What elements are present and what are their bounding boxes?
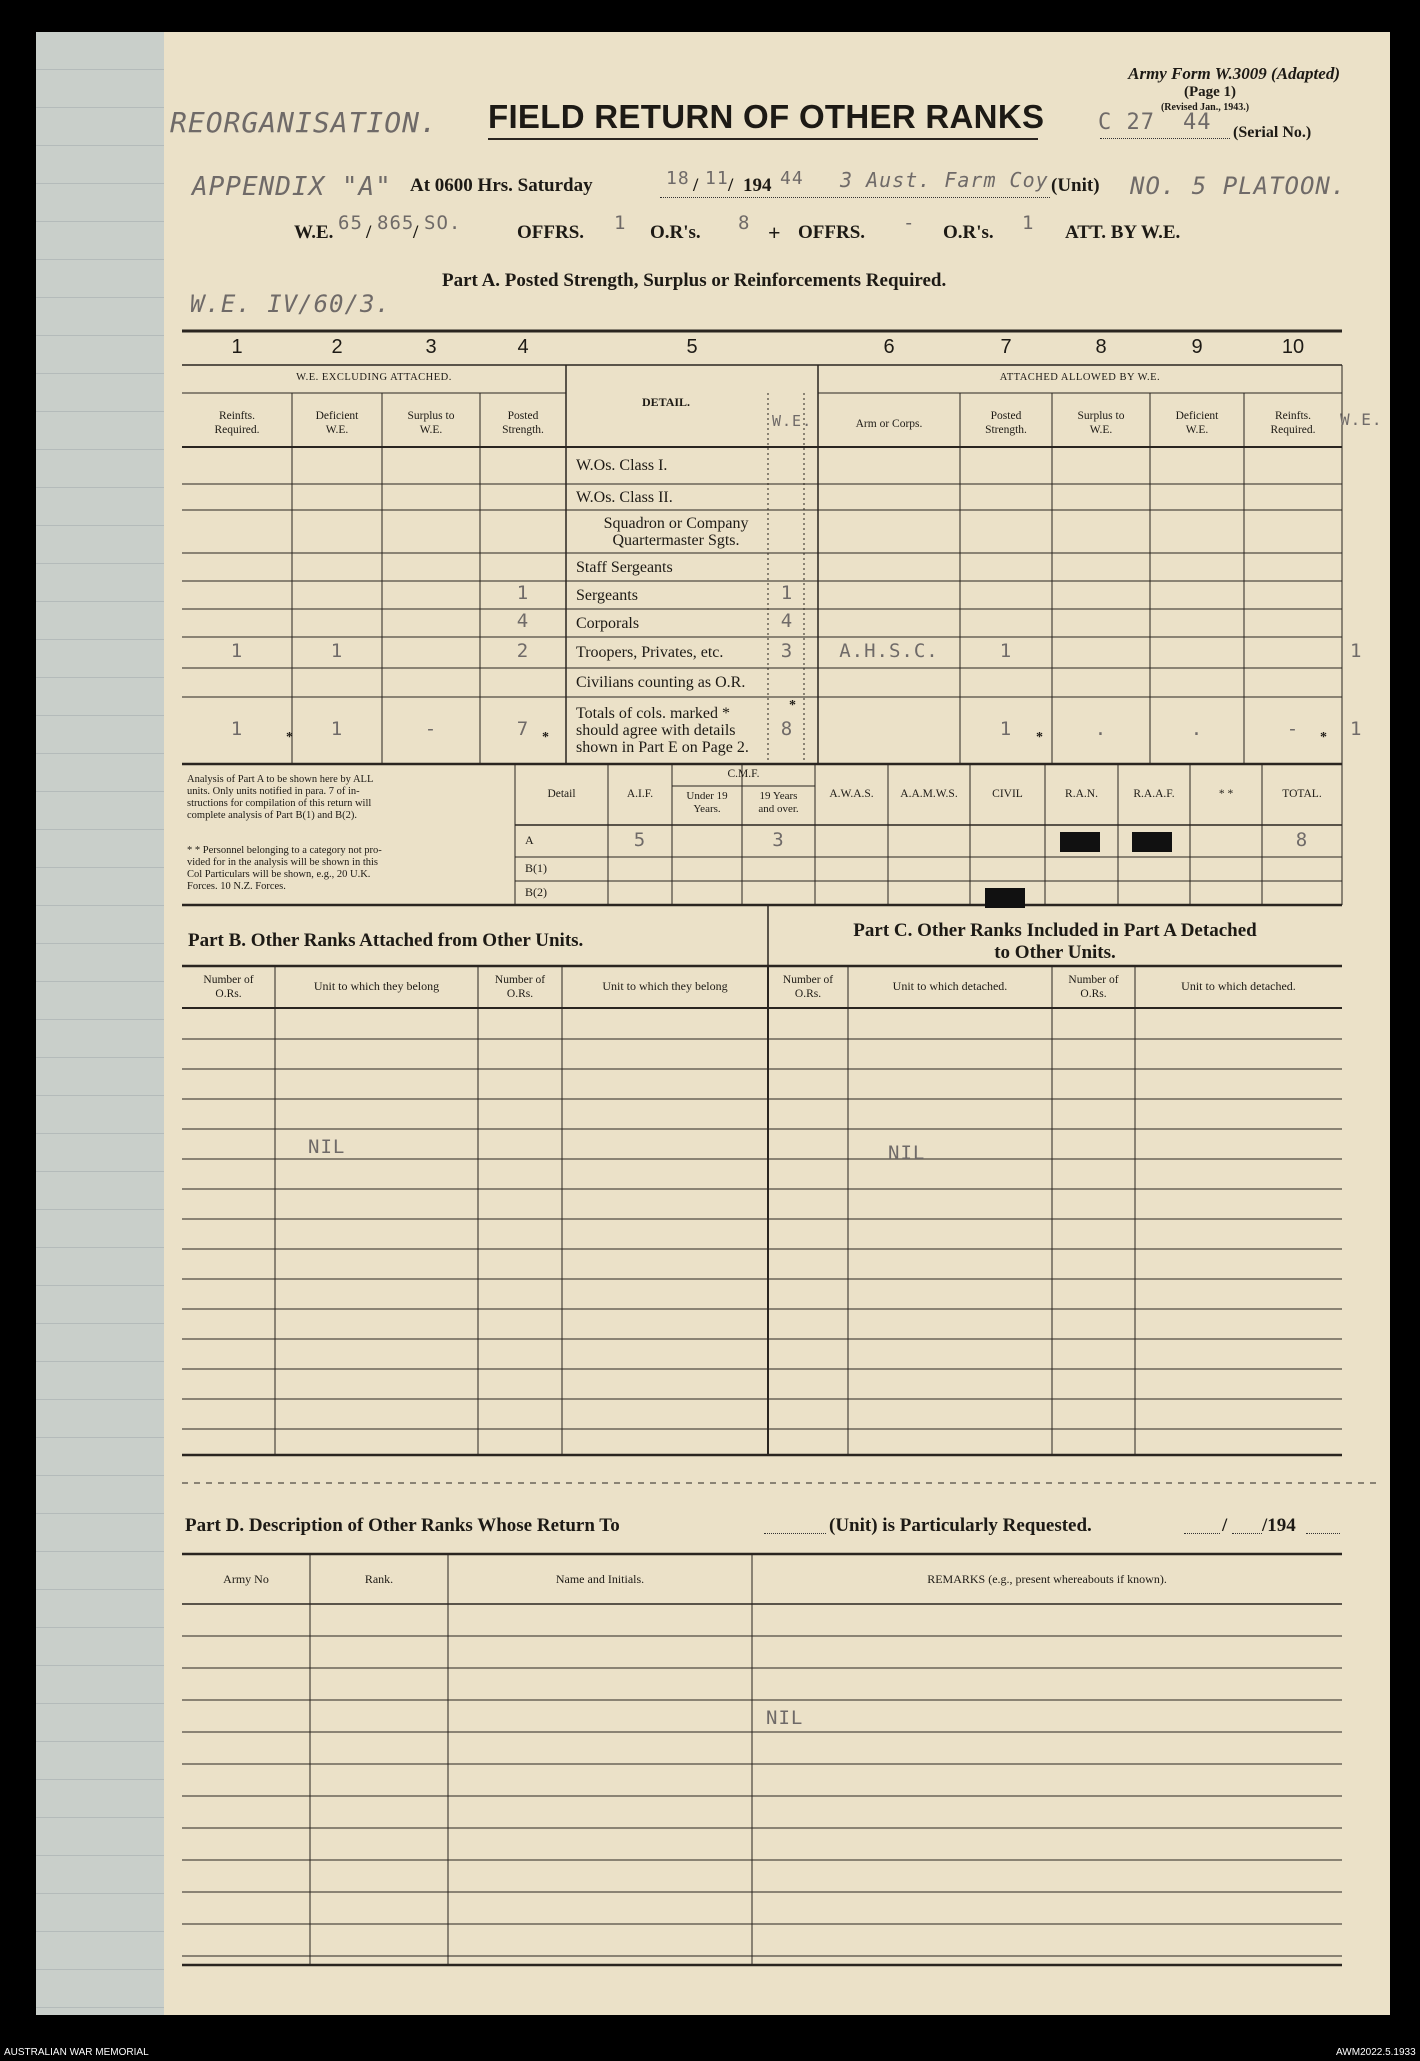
column-header-c2: W.E. bbox=[325, 424, 349, 436]
detail-label: Troopers, Privates, etc. bbox=[576, 644, 724, 661]
handwritten-col-we: W.E. bbox=[772, 412, 813, 430]
part-a-title: Part A. Posted Strength, Surplus or Reinforcements Required. bbox=[442, 270, 947, 291]
handwritten-c4-value: 4 bbox=[516, 610, 530, 632]
column-number: 3 bbox=[425, 336, 437, 358]
analysis-row-label: B(2) bbox=[525, 885, 547, 899]
asterisk-mark: * bbox=[1320, 730, 1327, 745]
redaction-ran bbox=[1060, 832, 1100, 852]
part-d-day-dotted bbox=[1184, 1533, 1220, 1534]
column-number: 5 bbox=[686, 336, 698, 358]
handwritten-ors: 8 bbox=[738, 212, 751, 234]
we-label: W.E. bbox=[294, 222, 334, 243]
handwritten-month: 11 bbox=[705, 168, 729, 189]
analysis-header: R.A.N. bbox=[1065, 788, 1098, 800]
handwritten-serial-2: 44 bbox=[1183, 110, 1212, 135]
group-header-we-excluding: W.E. EXCLUDING ATTACHED. bbox=[296, 372, 452, 383]
handwritten-cmf: 3 bbox=[772, 829, 785, 851]
number-of-ors-header: Number of bbox=[1068, 974, 1119, 986]
analysis-note-line: Analysis of Part A to be shown here by ALL bbox=[187, 774, 374, 785]
analysis-header: C.M.F. bbox=[727, 768, 760, 780]
column-header-c3: W.E. bbox=[419, 424, 443, 436]
part-c-title-1: Part C. Other Ranks Included in Part A Detached bbox=[853, 920, 1257, 941]
handwritten-appendix: APPENDIX "A" bbox=[192, 172, 392, 202]
handwritten-c9-value: . bbox=[1190, 717, 1204, 740]
column-header-c7: Strength. bbox=[985, 424, 1027, 436]
handwritten-we-value: 3 bbox=[780, 639, 794, 662]
unit-column-header: Unit to which they belong bbox=[602, 979, 728, 993]
page-label: (Page 1) bbox=[1183, 84, 1237, 100]
analysis-header: Under 19 bbox=[686, 790, 728, 802]
column-number: 1 bbox=[231, 336, 243, 358]
analysis-header: Years. bbox=[693, 803, 721, 815]
handwritten-we-value: 8 bbox=[780, 717, 794, 740]
column-header-c7: Posted bbox=[990, 410, 1022, 422]
detail-label: Sergeants bbox=[576, 586, 638, 604]
column-number: 4 bbox=[517, 336, 529, 358]
revised-label: (Revised Jan., 1943.) bbox=[1160, 102, 1250, 113]
part-b-title: Part B. Other Ranks Attached from Other Units. bbox=[188, 930, 584, 951]
analysis-header: Detail bbox=[547, 788, 576, 800]
detail-label: should agree with details bbox=[576, 722, 736, 739]
detail-label: Totals of cols. marked * bbox=[576, 705, 730, 722]
part-d-title-mid: (Unit) is Particularly Requested. bbox=[829, 1515, 1092, 1536]
number-of-ors-header: O.Rs. bbox=[215, 988, 242, 1000]
handwritten-c7-value: 1 bbox=[999, 717, 1013, 740]
analysis-note-2 bbox=[187, 845, 512, 893]
analysis-note-line: * * Personnel belonging to a category not pro- bbox=[187, 845, 382, 856]
analysis-note-line: units. Only units notified in para. 7 of in- bbox=[187, 786, 360, 797]
analysis-header: and over. bbox=[758, 803, 799, 815]
unit-column-header: Unit to which detached. bbox=[1181, 979, 1296, 993]
column-number: 9 bbox=[1191, 336, 1203, 358]
redaction-raaf bbox=[1132, 832, 1172, 852]
column-header-c8: Surplus to bbox=[1077, 410, 1125, 422]
column-header-c1: Required. bbox=[214, 424, 260, 436]
detail-label: W.Os. Class I. bbox=[576, 457, 668, 474]
handwritten-c10-value: - bbox=[1286, 717, 1300, 740]
analysis-note-line: Col Particulars will be shown, e.g., 20 U.K. bbox=[187, 869, 371, 880]
handwritten-platoon: NO. 5 PLATOON. bbox=[1130, 172, 1347, 200]
handwritten-nil-part-b: NIL bbox=[308, 1136, 346, 1158]
number-of-ors-header: Number of bbox=[782, 974, 834, 986]
analysis-note-line: complete analysis of Part B(1) and B(2). bbox=[187, 810, 357, 821]
asterisk-mark: * bbox=[789, 698, 796, 713]
handwritten-offrs: 1 bbox=[614, 212, 627, 234]
detail-label: Civilians counting as O.R. bbox=[576, 674, 746, 691]
analysis-row-label: A bbox=[525, 833, 534, 847]
handwritten-c4-value: 7 bbox=[516, 717, 530, 740]
handwritten-att-offrs: - bbox=[903, 212, 916, 234]
handwritten-c2-value: 1 bbox=[330, 639, 344, 662]
handwritten-margin-value: 1 bbox=[1350, 639, 1363, 662]
handwritten-c1-value: 1 bbox=[230, 717, 244, 740]
analysis-note-1 bbox=[187, 774, 512, 822]
column-number: 10 bbox=[1281, 336, 1305, 358]
analysis-header: CIVIL bbox=[992, 788, 1023, 800]
serial-label: (Serial No.) bbox=[1233, 124, 1312, 141]
analysis-row-label: B(1) bbox=[525, 861, 547, 875]
unit-label: (Unit) bbox=[1051, 175, 1100, 196]
handwritten-c3-value: - bbox=[424, 717, 438, 740]
column-header-c4: Posted bbox=[507, 410, 539, 422]
detail-label: shown in Part E on Page 2. bbox=[576, 739, 749, 756]
number-of-ors-header: O.Rs. bbox=[1080, 988, 1107, 1000]
analysis-header: 19 Years bbox=[759, 790, 798, 802]
handwritten-c6-value: A.H.S.C. bbox=[839, 639, 939, 662]
part-d-year-dotted bbox=[1306, 1533, 1340, 1534]
analysis-header: TOTAL. bbox=[1282, 788, 1322, 800]
form-title: FIELD RETURN OF OTHER RANKS bbox=[488, 98, 1045, 135]
handwritten-we-value: 4 bbox=[780, 610, 794, 632]
detail-label: Quartermaster Sgts. bbox=[612, 531, 740, 549]
redaction-civil bbox=[985, 888, 1025, 908]
att-ors-label: O.R's. bbox=[943, 222, 994, 243]
part-c-title-2: to Other Units. bbox=[994, 942, 1116, 963]
analysis-header: A.A.M.W.S. bbox=[900, 788, 958, 800]
offrs-label: OFFRS. bbox=[517, 222, 585, 243]
handwritten-c7-value: 1 bbox=[999, 639, 1013, 662]
handwritten-nil-part-d: NIL bbox=[766, 1707, 804, 1729]
handwritten-we-2: 865 bbox=[377, 212, 415, 234]
handwritten-we-3: SO. bbox=[424, 212, 462, 234]
detail-label: W.Os. Class II. bbox=[576, 488, 673, 506]
asterisk-mark: * bbox=[286, 730, 293, 745]
number-of-ors-header: Number of bbox=[494, 974, 546, 986]
handwritten-nil-part-c: NIL bbox=[888, 1142, 926, 1164]
plus-sign: + bbox=[768, 220, 781, 245]
handwritten-total: 8 bbox=[1295, 829, 1309, 851]
handwritten-we-1: 65 bbox=[338, 212, 363, 234]
handwritten-c4-value: 1 bbox=[516, 582, 530, 604]
handwritten-year: 44 bbox=[780, 168, 804, 189]
number-of-ors-header: O.Rs. bbox=[794, 988, 822, 1000]
asterisk-mark: * bbox=[1036, 730, 1043, 745]
part-d-month-dotted bbox=[1232, 1533, 1262, 1534]
unit-column-header: Unit to which detached. bbox=[892, 979, 1008, 993]
analysis-note-line: structions for compilation of this return will bbox=[187, 798, 372, 809]
detail-label: Staff Sergeants bbox=[576, 558, 673, 576]
att-by-we-label: ATT. BY W.E. bbox=[1065, 222, 1181, 243]
handwritten-serial-1: C 27 bbox=[1098, 110, 1155, 135]
detail-label: Corporals bbox=[576, 614, 640, 632]
column-header-c9: Deficient bbox=[1175, 410, 1219, 422]
detail-label: Squadron or Company bbox=[603, 514, 749, 532]
part-d-column-header: REMARKS (e.g., present whereabouts if known). bbox=[927, 1572, 1167, 1586]
handwritten-day: 18 bbox=[666, 168, 690, 189]
army-form-label: Army Form W.3009 (Adapted) bbox=[1128, 64, 1340, 83]
column-number: 7 bbox=[1000, 336, 1012, 358]
part-d-title: Part D. Description of Other Ranks Whose Return To bbox=[185, 1515, 620, 1536]
handwritten-att-ors: 1 bbox=[1022, 212, 1035, 234]
column-number: 6 bbox=[883, 336, 895, 358]
column-header-c1: Reinfts. bbox=[218, 410, 256, 422]
column-header-c3: Surplus to bbox=[407, 410, 455, 422]
column-header-c10: Required. bbox=[1270, 424, 1316, 436]
handwritten-we-value: 1 bbox=[780, 582, 794, 604]
handwritten-unit: 3 Aust. Farm Coy bbox=[840, 168, 1049, 192]
column-header-c10: Reinfts. bbox=[1274, 410, 1312, 422]
footer-source: AUSTRALIAN WAR MEMORIAL bbox=[4, 2047, 149, 2058]
unit-column-header: Unit to which they belong bbox=[313, 979, 440, 993]
att-offrs-label: OFFRS. bbox=[798, 222, 866, 243]
handwritten-reorganisation: REORGANISATION. bbox=[170, 106, 438, 139]
ors-label: O.R's. bbox=[650, 222, 701, 243]
handwritten-c1-value: 1 bbox=[230, 639, 244, 662]
column-header-c4: Strength. bbox=[502, 424, 544, 436]
part-d-title-end: /194 bbox=[1262, 1515, 1296, 1536]
handwritten-margin-value: 1 bbox=[1350, 717, 1363, 740]
handwritten-c2-value: 1 bbox=[330, 717, 344, 740]
column-header-c8: W.E. bbox=[1089, 424, 1113, 436]
footer-accession: AWM2022.5.1933 bbox=[1336, 2047, 1416, 2058]
part-d-column-header: Name and Initials. bbox=[555, 1572, 645, 1586]
column-header-c9: W.E. bbox=[1185, 424, 1209, 436]
column-header-c2: Deficient bbox=[315, 410, 359, 422]
handwritten-c4-value: 2 bbox=[516, 639, 530, 662]
handwritten-aif: 5 bbox=[633, 829, 647, 851]
number-of-ors-header: O.Rs. bbox=[506, 988, 534, 1000]
handwritten-c8-value: . bbox=[1094, 717, 1108, 740]
analysis-header: A.I.F. bbox=[626, 788, 654, 800]
column-header-c6: Arm or Corps. bbox=[855, 418, 923, 430]
analysis-note-line: vided for in the analysis will be shown in this bbox=[187, 857, 379, 868]
column-number: 8 bbox=[1095, 336, 1107, 358]
analysis-header: A.W.A.S. bbox=[829, 788, 874, 800]
number-of-ors-header: Number of bbox=[203, 974, 254, 986]
year-prefix: 194 bbox=[743, 175, 772, 196]
handwritten-col-we-right: W.E. bbox=[1340, 410, 1383, 429]
analysis-header: R.A.A.F. bbox=[1133, 788, 1175, 800]
part-d-column-header: Army No bbox=[223, 1572, 269, 1586]
analysis-note-line: Forces. 10 N.Z. Forces. bbox=[187, 881, 286, 892]
column-number: 2 bbox=[331, 336, 343, 358]
detail-header: DETAIL. bbox=[641, 395, 691, 409]
part-d-column-header: Rank. bbox=[364, 1572, 394, 1586]
group-header-attached: ATTACHED ALLOWED BY W.E. bbox=[999, 372, 1161, 383]
handwritten-we-note: W.E. IV/60/3. bbox=[190, 290, 391, 318]
at-hours-label: At 0600 Hrs. Saturday bbox=[410, 175, 593, 196]
asterisk-mark: * bbox=[542, 730, 549, 745]
analysis-header: * * bbox=[1218, 788, 1234, 800]
part-d-unit-dotted bbox=[764, 1533, 826, 1534]
